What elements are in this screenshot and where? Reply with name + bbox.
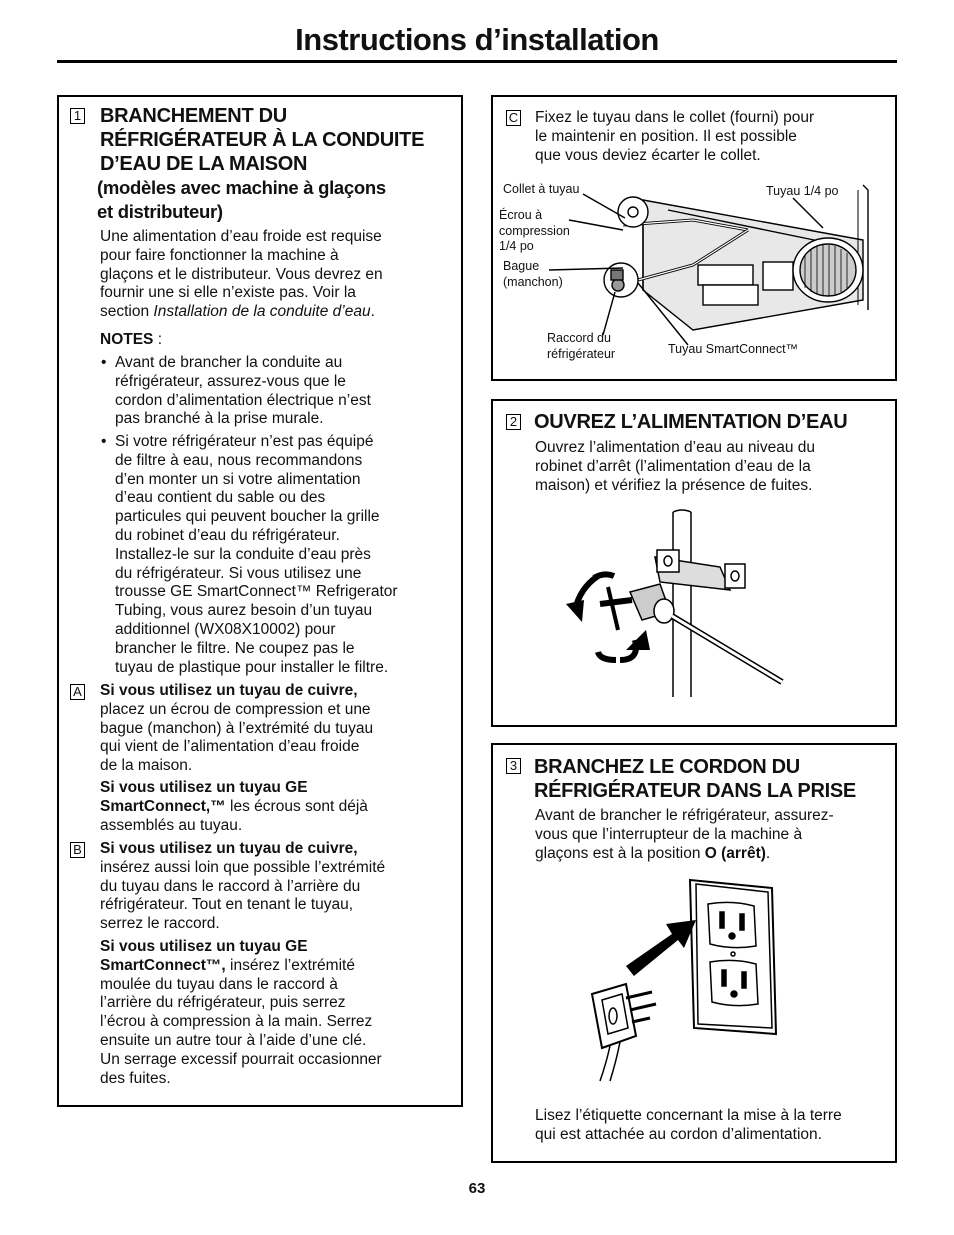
step1-intro — [100, 228, 450, 322]
substep-a-line: qui vient de l’alimentation d’eau froide — [100, 738, 360, 756]
step3-line: vous que l’interrupteur de la machine à — [535, 825, 803, 843]
intro-prefix: section — [100, 303, 154, 321]
substep-b2-line: Un serrage excessif pourrait occasionner — [100, 1050, 382, 1068]
substep-a — [100, 682, 450, 776]
step3-line3-bold: O (arrêt) — [704, 844, 766, 862]
step3-line3-prefix: glaçons est à la position — [535, 844, 705, 862]
step3-number: 3 — [506, 758, 521, 774]
substep-b2-line: l’arrière du réfrigérateur, puis serrez — [100, 994, 346, 1012]
note-line: réfrigérateur, assurez-vous que le — [115, 372, 346, 390]
label-ecrou-line1: Écrou à — [499, 208, 543, 222]
step3-line: Avant de brancher le réfrigérateur, assurez- — [535, 807, 834, 824]
notes-label — [100, 331, 162, 350]
substep-c-line: le maintenir en position. Il est possible — [535, 127, 797, 145]
substep-a-line: bague (manchon) à l’extrémité du tuyau — [100, 719, 374, 737]
step2-line: Ouvrez l’alimentation d’eau au niveau du — [535, 439, 816, 456]
substep-c-letter: C — [506, 110, 521, 126]
step1-heading-line2: RÉFRIGÉRATEUR À LA CONDUITE — [100, 129, 425, 151]
step2-number: 2 — [506, 414, 521, 430]
step1-number: 1 — [70, 108, 85, 124]
label-bague — [503, 259, 563, 290]
substep-a2-bold2: SmartConnect,™ — [100, 797, 226, 815]
step2-text — [535, 439, 885, 495]
shutoff-valve-diagram — [560, 512, 790, 702]
notes-label-text: NOTES — [100, 331, 154, 348]
note-line: pas branché à la prise murale. — [115, 410, 324, 428]
substep-b-line: insérez aussi loin que possible l’extrémité — [100, 858, 386, 876]
substep-b — [100, 840, 450, 934]
intro-line: glaçons et le distributeur. Vous devrez en — [100, 265, 383, 283]
note2 — [101, 433, 455, 677]
substep-a-line: placez un écrou de compression et une — [100, 700, 371, 718]
substep-b2-bold2: SmartConnect™, — [100, 956, 226, 974]
step3-line3-suffix: . — [765, 844, 771, 862]
note-line: brancher le filtre. Ne coupez pas le — [115, 639, 355, 657]
note-line: d’eau contient du sable ou des — [115, 489, 326, 507]
step1-heading-line3: D’EAU DE LA MAISON — [100, 153, 308, 175]
step3-footer — [535, 1107, 891, 1145]
intro-line: Une alimentation d’eau froide est requise — [100, 228, 382, 245]
substep-b2-rest: insérez l’extrémité — [225, 956, 355, 974]
step3-footer-line: qui est attachée au cordon d’alimentation. — [535, 1125, 822, 1143]
intro-line — [100, 303, 450, 322]
page-number: 63 — [468, 1180, 486, 1197]
substep-b2-line: moulée du tuyau dans le raccord à — [100, 975, 338, 993]
outlet-plug-diagram — [580, 876, 780, 1086]
label-raccord-line1: Raccord du — [547, 331, 611, 345]
substep-c-line: que vous deviez écarter le collet. — [535, 146, 761, 164]
note-line: du réfrigérateur. Si vous utilisez une — [115, 564, 362, 582]
intro-line: pour faire fonctionner la machine à — [100, 246, 339, 264]
substep-b2-line: ensuite un autre tour à l’aide d’une clé. — [100, 1031, 367, 1049]
label-raccord — [547, 331, 615, 362]
page-title: Instructions d’installation — [295, 22, 659, 57]
step1-heading-line1: BRANCHEMENT DU — [100, 105, 287, 127]
note-line: d’en monter un si votre alimentation — [115, 470, 361, 488]
notes-colon: : — [153, 331, 163, 348]
substep-a2-rest: les écrous sont déjà — [225, 797, 368, 815]
intro-suffix: . — [370, 303, 375, 321]
label-tuyau-1-4: Tuyau 1/4 po — [766, 184, 839, 198]
step2-heading: OUVREZ L’ALIMENTATION D’EAU — [534, 411, 848, 433]
substep-b2-line: l’écrou à compression à la main. Serrez — [100, 1013, 373, 1031]
label-smartconnect: Tuyau SmartConnect™ — [668, 342, 799, 356]
substep-a2-bold: Si vous utilisez un tuyau GE — [100, 779, 308, 796]
substep-a2-line: assemblés au tuyau. — [100, 816, 243, 834]
substep-b-line: réfrigérateur. Tout en tenant le tuyau, — [100, 896, 354, 914]
note-line: Avant de brancher la conduite au — [115, 354, 343, 371]
substep-b-bold: Si vous utilisez un tuyau de cuivre, — [100, 840, 358, 857]
substep-b2-line: des fuites. — [100, 1069, 171, 1087]
bullet: • — [101, 433, 107, 450]
note-line: cordon d’alimentation électrique n’est — [115, 391, 371, 409]
intro-line: fournir une si elle n’existe pas. Voir la — [100, 284, 356, 302]
note-line: Installez-le sur la conduite d’eau près — [115, 545, 371, 563]
substep-b2-bold: Si vous utilisez un tuyau GE — [100, 938, 308, 955]
step2-line: maison) et vérifiez la présence de fuites. — [535, 476, 813, 494]
substep-a-bold: Si vous utilisez un tuyau de cuivre, — [100, 682, 358, 699]
substep-c-text — [535, 109, 885, 165]
substep-a-letter: A — [70, 684, 85, 700]
bullet: • — [101, 354, 107, 371]
step3-heading-line1: BRANCHEZ LE CORDON DU — [534, 756, 800, 778]
substep-b-line: du tuyau dans le raccord à l’arrière du — [100, 877, 361, 895]
intro-italic: Installation de la conduite d’eau — [153, 303, 371, 321]
substep-b-letter: B — [70, 842, 85, 858]
label-raccord-line2: réfrigérateur — [547, 346, 616, 361]
label-ecrou — [499, 208, 570, 255]
label-bague-line2: (manchon) — [503, 274, 563, 289]
step3-heading-line2: RÉFRIGÉRATEUR DANS LA PRISE — [534, 780, 856, 802]
title-rule — [57, 60, 897, 63]
note1 — [101, 354, 455, 429]
note-line: de filtre à eau, nous recommandons — [115, 451, 363, 469]
note-line: du robinet d’eau du réfrigérateur. — [115, 526, 340, 544]
step1-subheading-line2: et distributeur) — [97, 201, 223, 222]
label-ecrou-line3: 1/4 po — [499, 239, 534, 253]
step3-text — [535, 807, 891, 863]
substep-a2 — [100, 779, 450, 835]
substep-b-line: serrez le raccord. — [100, 915, 220, 933]
step1-subheading-line1: (modèles avec machine à glaçons — [97, 177, 386, 198]
note-line: tuyau de plastique pour installer le filtre. — [115, 658, 389, 676]
note-line: particules qui peuvent boucher la grille — [115, 508, 380, 526]
note-line: additionnel (WX08X10002) pour — [115, 620, 336, 638]
substep-b2 — [100, 938, 450, 1088]
note-line: Tubing, vous aurez besoin d’un tuyau — [115, 602, 373, 620]
step2-line: robinet d’arrêt (l’alimentation d’eau de la — [535, 457, 811, 475]
note-line: Si votre réfrigérateur n’est pas équipé — [115, 433, 374, 450]
step3-footer-line: Lisez l’étiquette concernant la mise à la terre — [535, 1107, 842, 1124]
label-collet: Collet à tuyau — [503, 182, 580, 196]
label-bague-line1: Bague — [503, 259, 540, 273]
note-line: trousse GE SmartConnect™ Refrigerator — [115, 583, 398, 601]
substep-c-line: Fixez le tuyau dans le collet (fourni) pour — [535, 109, 815, 126]
substep-a-line: de la maison. — [100, 757, 193, 775]
label-ecrou-line2: compression — [499, 223, 570, 238]
